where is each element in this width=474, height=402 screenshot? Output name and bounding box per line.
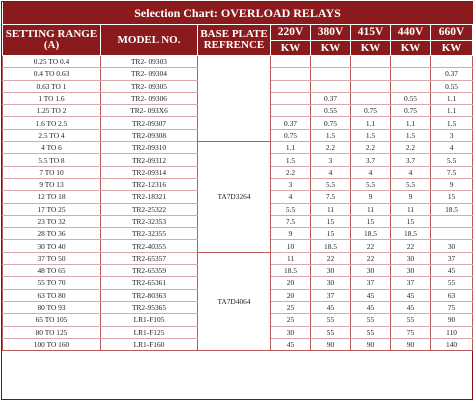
setting-range-cell: 4 TO 6 <box>3 142 101 154</box>
kw-unit-header: KW <box>431 41 473 56</box>
kw-cell: 2.2 <box>311 142 351 154</box>
kw-cell: 9 <box>391 191 431 203</box>
kw-unit-header: KW <box>391 41 431 56</box>
model-no-cell: LR1-F105 <box>101 314 198 326</box>
setting-range-cell: 0.63 TO 1 <box>3 80 101 92</box>
kw-cell <box>391 68 431 80</box>
kw-cell: 1.1 <box>431 105 473 117</box>
model-no-cell: TR2-32355 <box>101 228 198 240</box>
kw-cell: 3 <box>311 154 351 166</box>
base-plate-cell <box>198 56 271 142</box>
kw-cell: 0.75 <box>311 117 351 129</box>
kw-cell: 30 <box>391 252 431 264</box>
kw-cell: 0.37 <box>431 68 473 80</box>
kw-cell <box>271 80 311 92</box>
kw-cell: 30 <box>271 326 311 338</box>
setting-range-cell: 63 TO 80 <box>3 289 101 301</box>
kw-cell: 2.2 <box>351 142 391 154</box>
overload-relay-table <box>2 2 473 351</box>
setting-range-cell: 2.5 TO 4 <box>3 129 101 141</box>
kw-cell: 10 <box>271 240 311 252</box>
kw-cell: 3.7 <box>351 154 391 166</box>
setting-range-cell: 7 TO 10 <box>3 166 101 178</box>
kw-cell: 55 <box>431 277 473 289</box>
kw-cell: 4 <box>351 166 391 178</box>
kw-unit-header: KW <box>351 41 391 56</box>
kw-cell: 4 <box>431 142 473 154</box>
kw-cell: 0.75 <box>391 105 431 117</box>
kw-cell: 1.1 <box>271 142 311 154</box>
voltage-header: 220V <box>271 25 311 41</box>
setting-range-cell: 28 TO 36 <box>3 228 101 240</box>
kw-cell: 3.7 <box>391 154 431 166</box>
kw-cell: 1.5 <box>431 117 473 129</box>
kw-cell: 140 <box>431 338 473 350</box>
kw-cell: 5.5 <box>391 178 431 190</box>
kw-cell: 90 <box>311 338 351 350</box>
setting-range-cell: 37 TO 50 <box>3 252 101 264</box>
table-row <box>3 142 473 154</box>
kw-cell: 18.5 <box>271 265 311 277</box>
kw-cell: 30 <box>311 277 351 289</box>
model-no-cell: TR2-65357 <box>101 252 198 264</box>
kw-cell: 4 <box>311 166 351 178</box>
setting-range-cell: 80 TO 125 <box>3 326 101 338</box>
kw-cell <box>311 56 351 68</box>
kw-cell: 45 <box>351 301 391 313</box>
kw-cell <box>351 68 391 80</box>
kw-cell <box>271 92 311 104</box>
model-no-cell: TR2-09314 <box>101 166 198 178</box>
kw-cell: 5.5 <box>431 154 473 166</box>
setting-range-cell: 100 TO 160 <box>3 338 101 350</box>
model-no-cell: TR2- 09306 <box>101 92 198 104</box>
kw-cell: 1.5 <box>391 129 431 141</box>
kw-cell <box>311 80 351 92</box>
setting-range-cell: 0.4 TO 0.63 <box>3 68 101 80</box>
kw-cell: 2.2 <box>271 166 311 178</box>
kw-cell: 75 <box>391 326 431 338</box>
kw-cell: 3 <box>431 129 473 141</box>
setting-range-cell: 12 TO 18 <box>3 191 101 203</box>
model-no-cell: TR2-32353 <box>101 215 198 227</box>
kw-cell: 5.5 <box>351 178 391 190</box>
kw-cell: 63 <box>431 289 473 301</box>
kw-cell: 15 <box>311 215 351 227</box>
kw-cell: 7.5 <box>311 191 351 203</box>
kw-cell: 45 <box>431 265 473 277</box>
model-no-cell: TR2-09310 <box>101 142 198 154</box>
kw-cell <box>351 56 391 68</box>
model-no-header: MODEL NO. <box>101 25 198 56</box>
base-plate-cell: TA7D4064 <box>198 252 271 350</box>
kw-cell: 4 <box>391 166 431 178</box>
model-no-cell: TR2- 09305 <box>101 80 198 92</box>
model-no-cell: TR2- 093X6 <box>101 105 198 117</box>
kw-cell: 55 <box>311 314 351 326</box>
kw-cell: 37 <box>311 289 351 301</box>
kw-cell: 55 <box>311 326 351 338</box>
setting-range-cell: 65 TO 105 <box>3 314 101 326</box>
kw-cell: 7.5 <box>271 215 311 227</box>
base-plate-header: BASE PLATE REFRENCE <box>198 25 271 56</box>
kw-cell: 110 <box>431 326 473 338</box>
kw-cell: 90 <box>351 338 391 350</box>
kw-cell: 25 <box>271 314 311 326</box>
setting-range-header: SETTING RANGE (A) <box>3 25 101 56</box>
setting-range-cell: 1 TO 1.6 <box>3 92 101 104</box>
kw-cell <box>351 92 391 104</box>
kw-cell: 45 <box>271 338 311 350</box>
kw-cell <box>431 56 473 68</box>
model-no-cell: TR2-12316 <box>101 178 198 190</box>
kw-cell: 0.75 <box>351 105 391 117</box>
voltage-header: 415V <box>351 25 391 41</box>
kw-cell: 55 <box>391 314 431 326</box>
kw-cell: 11 <box>311 203 351 215</box>
kw-cell: 1.5 <box>271 154 311 166</box>
kw-cell: 20 <box>271 289 311 301</box>
kw-cell: 55 <box>351 326 391 338</box>
voltage-header: 440V <box>391 25 431 41</box>
kw-cell: 2.2 <box>391 142 431 154</box>
kw-cell <box>271 105 311 117</box>
kw-cell: 18.5 <box>431 203 473 215</box>
kw-cell: 90 <box>391 338 431 350</box>
setting-range-cell: 5.5 TO 8 <box>3 154 101 166</box>
kw-cell: 18.5 <box>351 228 391 240</box>
kw-cell <box>431 215 473 227</box>
model-no-cell: LR1-F160 <box>101 338 198 350</box>
kw-cell <box>391 80 431 92</box>
model-no-cell: TR2- 09304 <box>101 68 198 80</box>
kw-cell: 55 <box>351 314 391 326</box>
kw-cell <box>351 80 391 92</box>
setting-range-cell: 30 TO 40 <box>3 240 101 252</box>
kw-cell: 1.5 <box>311 129 351 141</box>
kw-cell: 18.5 <box>311 240 351 252</box>
kw-cell: 0.55 <box>391 92 431 104</box>
kw-cell: 25 <box>271 301 311 313</box>
kw-cell: 0.55 <box>311 105 351 117</box>
model-no-cell: TR2-09308 <box>101 129 198 141</box>
kw-cell: 22 <box>391 240 431 252</box>
model-no-cell: TR2-09312 <box>101 154 198 166</box>
setting-range-cell: 48 TO 65 <box>3 265 101 277</box>
kw-unit-header: KW <box>271 41 311 56</box>
voltage-header: 660V <box>431 25 473 41</box>
kw-cell: 1.1 <box>391 117 431 129</box>
kw-cell: 5.5 <box>271 203 311 215</box>
kw-cell: 15 <box>351 215 391 227</box>
kw-unit-header: KW <box>311 41 351 56</box>
kw-cell: 3 <box>271 178 311 190</box>
kw-cell: 4 <box>271 191 311 203</box>
kw-cell: 45 <box>311 301 351 313</box>
setting-range-cell: 55 TO 70 <box>3 277 101 289</box>
kw-cell: 15 <box>391 215 431 227</box>
model-no-cell: TR2-18321 <box>101 191 198 203</box>
table-row <box>3 56 473 68</box>
kw-cell <box>391 56 431 68</box>
setting-range-cell: 17 TO 25 <box>3 203 101 215</box>
model-no-cell: TR2-25322 <box>101 203 198 215</box>
kw-cell: 5.5 <box>311 178 351 190</box>
kw-cell: 11 <box>351 203 391 215</box>
kw-cell: 45 <box>391 301 431 313</box>
setting-range-cell: 0.25 TO 0.4 <box>3 56 101 68</box>
kw-cell: 0.55 <box>431 80 473 92</box>
kw-cell: 0.37 <box>271 117 311 129</box>
table-body <box>3 56 473 351</box>
setting-range-cell: 23 TO 32 <box>3 215 101 227</box>
model-no-cell: TR2-65359 <box>101 265 198 277</box>
kw-cell <box>431 228 473 240</box>
kw-cell: 37 <box>351 277 391 289</box>
kw-cell: 7.5 <box>431 166 473 178</box>
kw-cell: 11 <box>271 252 311 264</box>
kw-cell: 45 <box>351 289 391 301</box>
kw-cell: 37 <box>391 277 431 289</box>
kw-cell: 22 <box>351 240 391 252</box>
kw-cell: 15 <box>431 191 473 203</box>
chart-title: Selection Chart: OVERLOAD RELAYS <box>3 2 473 25</box>
setting-range-cell: 80 TO 93 <box>3 301 101 313</box>
kw-cell: 18.5 <box>391 228 431 240</box>
kw-cell: 30 <box>311 265 351 277</box>
kw-cell: 20 <box>271 277 311 289</box>
kw-cell: 9 <box>351 191 391 203</box>
model-no-cell: TR2-40355 <box>101 240 198 252</box>
voltage-header: 380V <box>311 25 351 41</box>
selection-chart <box>1 1 473 400</box>
model-no-cell: TR2-95365 <box>101 301 198 313</box>
kw-cell: 75 <box>431 301 473 313</box>
model-no-cell: LR1-F125 <box>101 326 198 338</box>
kw-cell: 45 <box>391 289 431 301</box>
kw-cell: 0.75 <box>271 129 311 141</box>
kw-cell: 15 <box>311 228 351 240</box>
kw-cell: 90 <box>431 314 473 326</box>
kw-cell: 9 <box>431 178 473 190</box>
kw-cell: 30 <box>351 265 391 277</box>
kw-cell: 11 <box>391 203 431 215</box>
model-no-cell: TR2-80363 <box>101 289 198 301</box>
kw-cell: 0.37 <box>311 92 351 104</box>
kw-cell: 37 <box>431 252 473 264</box>
model-no-cell: TR2- 09303 <box>101 56 198 68</box>
kw-cell: 30 <box>431 240 473 252</box>
kw-cell: 1.1 <box>351 117 391 129</box>
kw-cell <box>271 56 311 68</box>
kw-cell <box>311 68 351 80</box>
table-row <box>3 252 473 264</box>
model-no-cell: TR2-65361 <box>101 277 198 289</box>
setting-range-cell: 1.6 TO 2.5 <box>3 117 101 129</box>
model-no-cell: TR2-09307 <box>101 117 198 129</box>
kw-cell: 1.5 <box>351 129 391 141</box>
kw-cell: 30 <box>391 265 431 277</box>
setting-range-cell: 1.25 TO 2 <box>3 105 101 117</box>
setting-range-cell: 9 TO 13 <box>3 178 101 190</box>
kw-cell: 22 <box>311 252 351 264</box>
base-plate-cell: TA7D3264 <box>198 142 271 253</box>
kw-cell <box>271 68 311 80</box>
kw-cell: 22 <box>351 252 391 264</box>
kw-cell: 1.1 <box>431 92 473 104</box>
kw-cell: 9 <box>271 228 311 240</box>
